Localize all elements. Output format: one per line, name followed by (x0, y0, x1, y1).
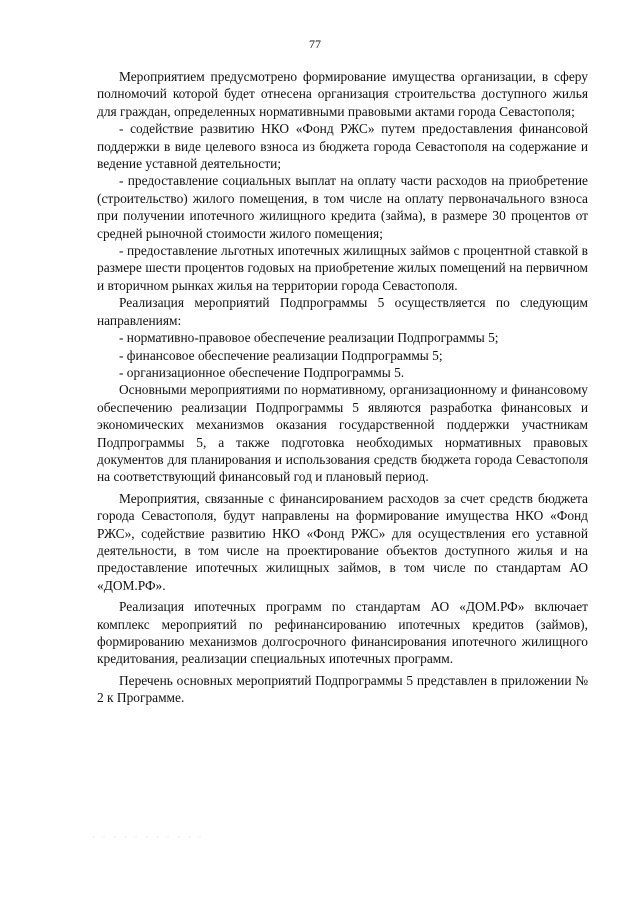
paragraph-fund-support: - содействие развитию НКО «Фонд РЖС» путем предоставления финансовой поддержки в виде целевого взноса из бюджета города Севастополя на содержание и ведение уставной деятельности; (97, 121, 588, 172)
paragraph-social-payments: - предоставление социальных выплат на оплату части расходов на приобретение (строительство) жилого помещения, в том числе на оплату первоначального взноса при получении ипотечного жилищного кредита (займа), в размере 30 процентов от средней рыночной стоимости жилого помещения; (97, 173, 588, 241)
page-number: 77 (309, 37, 321, 51)
paragraph-appendix-reference: Перечень основных мероприятий Подпрограммы 5 представлен в приложении № 2 к Программе. (97, 672, 588, 706)
paragraph-property-formation: Мероприятием предусмотрено формирование имущества организации, в сферу полномочий которой будет отнесена организация строительства доступного жилья для граждан, определенных нормативными правовыми актами города Севастополя; (97, 69, 588, 119)
paragraph-mortgage-loans: - предоставление льготных ипотечных жилищных займов с процентной ставкой в размере шести процентов годовых на приобретение жилых помещений на первичном и вторичном рынках жилья на территории города Севастополя. (97, 243, 588, 293)
document-body (97, 68, 588, 707)
paragraph-implementation-directions: Реализация мероприятий Подпрограммы 5 осуществляется по следующим направлениям: (97, 295, 588, 328)
list-item-legal-support: - нормативно-правовое обеспечение реализации Подпрограммы 5; (119, 330, 499, 346)
list-item-financial-support: - финансовое обеспечение реализации Подпрограммы 5; (119, 347, 443, 363)
paragraph-budget-financing: Мероприятия, связанные с финансированием расходов за счет средств бюджета города Севастополя, будут направлены на формирование имущества НКО «Фонд РЖС», содействие развитию НКО «Фонд РЖС» для осуществления его уставной деятельности, в том числе на проектирование объектов доступного жилья и на предоставление ипотечных жилищных займов, в том числе по стандартам АО «ДОМ.РФ». (97, 490, 588, 593)
list-item-organizational-support: - организационное обеспечение Подпрограммы 5. (119, 364, 405, 380)
paragraph-dom-rf-programs: Реализация ипотечных программ по стандартам АО «ДОМ.РФ» включает комплекс мероприятий по рефинансированию ипотечных кредитов (займов), формированию механизмов долгосрочного финансирования ипотечного жилищного кредитования, реализации специальных ипотечных программ. (97, 599, 588, 667)
scan-artifact-dots: · · · · · · · · · · · (92, 833, 205, 842)
paragraph-main-measures: Основными мероприятиями по нормативному, организационному и финансовому обеспечению реализации Подпрограммы 5 являются разработка финансовых и экономических механизмов оказания государственной поддержки участникам Подпрограммы 5, а также подготовка необходимых нормативных правовых документов для планирования и использования средств бюджета города Севастополя на соответствующий финансовый год и плановый период. (97, 382, 588, 485)
